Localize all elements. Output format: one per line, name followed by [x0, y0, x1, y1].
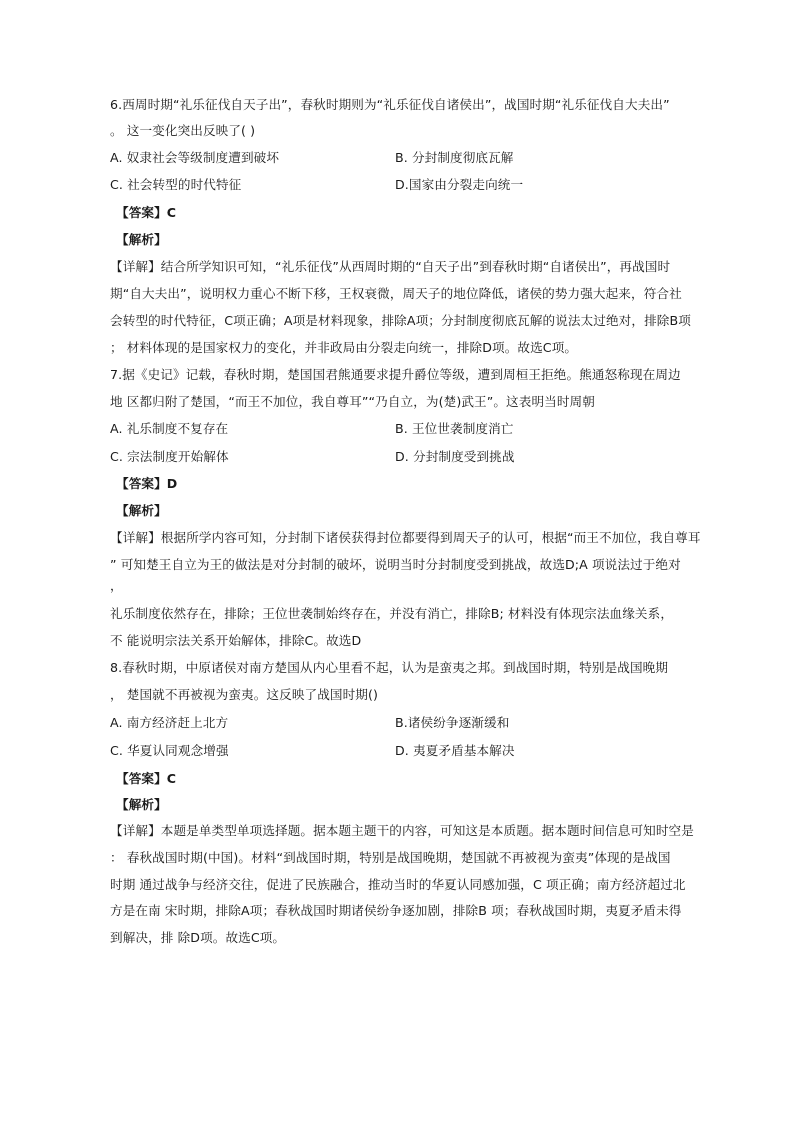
q7-stem-line-1: 7.据《史记》记载，春秋时期，楚国国君熊通要求提升爵位等级，遭到周桓王拒绝。熊通怒称现在周边: [110, 367, 681, 382]
q8-option-c: C. 华夏认同观念增强: [110, 743, 229, 758]
q6-option-c: C. 社会转型的时代特征: [110, 177, 242, 192]
q7-detail-line-1: 【详解】根据所学内容可知，分封制下诸侯获得封位都要得到周天子的认可，根据“而王不加位，我自尊耳: [110, 530, 701, 545]
q6-option-a: A. 奴隶社会等级制度遭到破坏: [110, 150, 280, 165]
q8-detail-line-5: 到解决，排 除D项。故选C项。: [110, 930, 286, 945]
q8-detail-line-4: 方是在南 宋时期，排除A项；春秋战国时期诸侯纷争逐加剧，排除B 项；春秋战国时期，夷夏矛盾未得: [110, 903, 682, 918]
q8-option-b: B.诸侯纷争逐渐缓和: [395, 715, 510, 730]
q8-detail-line-1: 【详解】本题是单类型单项选择题。据本题主题干的内容，可知这是本质题。据本题时间信息可知时空是: [110, 823, 694, 838]
q7-stem-line-2: 地 区都归附了楚国，“而王不加位，我自尊耳”“乃自立，为(楚)武王”。这表明当时周朝: [110, 394, 595, 409]
q8-analysis-label: 【解析】: [116, 797, 167, 812]
q8-option-d: D. 夷夏矛盾基本解决: [395, 743, 515, 758]
q8-detail-line-3: 时期 通过战争与经济交往，促进了民族融合，推动当时的华夏认同感加强，C 项正确；南方经济超过北: [110, 877, 686, 892]
q8-stem-line-1: 8.春秋时期，中原诸侯对南方楚国从内心里看不起，认为是蛮夷之邦。到战国时期，特别是战国晚期: [110, 660, 669, 675]
q6-stem-line-2: 。 这一变化突出反映了( ): [110, 123, 256, 138]
q6-detail-line-2: 期“自大夫出”，说明权力重心不断下移，王权衰微，周天子的地位降低，诸侯的势力强大起来，符合社: [110, 286, 682, 301]
q7-detail-line-4: 礼乐制度依然存在，排除；王位世袭制始终存在，并没有消亡，排除B; 材料没有体现宗法血缘关系，: [110, 606, 674, 621]
q7-option-b: B. 王位世袭制度消亡: [395, 421, 514, 436]
q7-analysis-label: 【解析】: [116, 503, 167, 518]
q7-detail-line-5: 不 能说明宗法关系开始解体，排除C。故选D: [110, 633, 362, 648]
q6-option-b: B. 分封制度彻底瓦解: [395, 150, 514, 165]
q6-stem-line-1: 6.西周时期“礼乐征伐自天子出”，春秋时期则为“礼乐征伐自诸侯出”，战国时期“礼乐征伐自大夫出”: [110, 97, 670, 112]
q7-option-a: A. 礼乐制度不复存在: [110, 421, 229, 436]
q6-detail-line-4: ； 材料体现的是国家权力的变化，并非政局由分裂走向统一，排除D项。故选C项。: [110, 340, 578, 355]
q7-detail-line-2: ” 可知楚王自立为王的做法是对分封制的破坏，说明当时分封制度受到挑战，故选D;A 项说法过于绝对: [110, 557, 681, 572]
q8-stem-line-2: ， 楚国就不再被视为蛮夷。这反映了战国时期(): [110, 687, 379, 702]
q6-detail-line-3: 会转型的时代特征，C项正确；A项是材料现象，排除A项；分封制度彻底瓦解的说法太过绝对，排除B项: [110, 313, 691, 328]
q8-answer: 【答案】C: [116, 771, 177, 786]
q6-detail-line-1: 【详解】结合所学知识可知，“礼乐征伐”从西周时期的“自天子出”到春秋时期“自诸侯出”，再战国时: [110, 259, 671, 274]
q7-detail-line-3: ，: [110, 578, 123, 593]
q6-analysis-label: 【解析】: [116, 232, 167, 247]
q7-answer: 【答案】D: [116, 476, 178, 491]
q8-option-a: A. 南方经济赶上北方: [110, 715, 229, 730]
q8-detail-line-2: ： 春秋战国时期(中国)。材料“到战国时期，特别是战国晚期，楚国就不再被视为蛮夷”体现的是战国: [110, 850, 671, 865]
q7-option-d: D. 分封制度受到挑战: [395, 449, 515, 464]
q6-answer: 【答案】C: [116, 205, 177, 220]
q6-option-d: D.国家由分裂走向统一: [395, 177, 524, 192]
q7-option-c: C. 宗法制度开始解体: [110, 449, 229, 464]
